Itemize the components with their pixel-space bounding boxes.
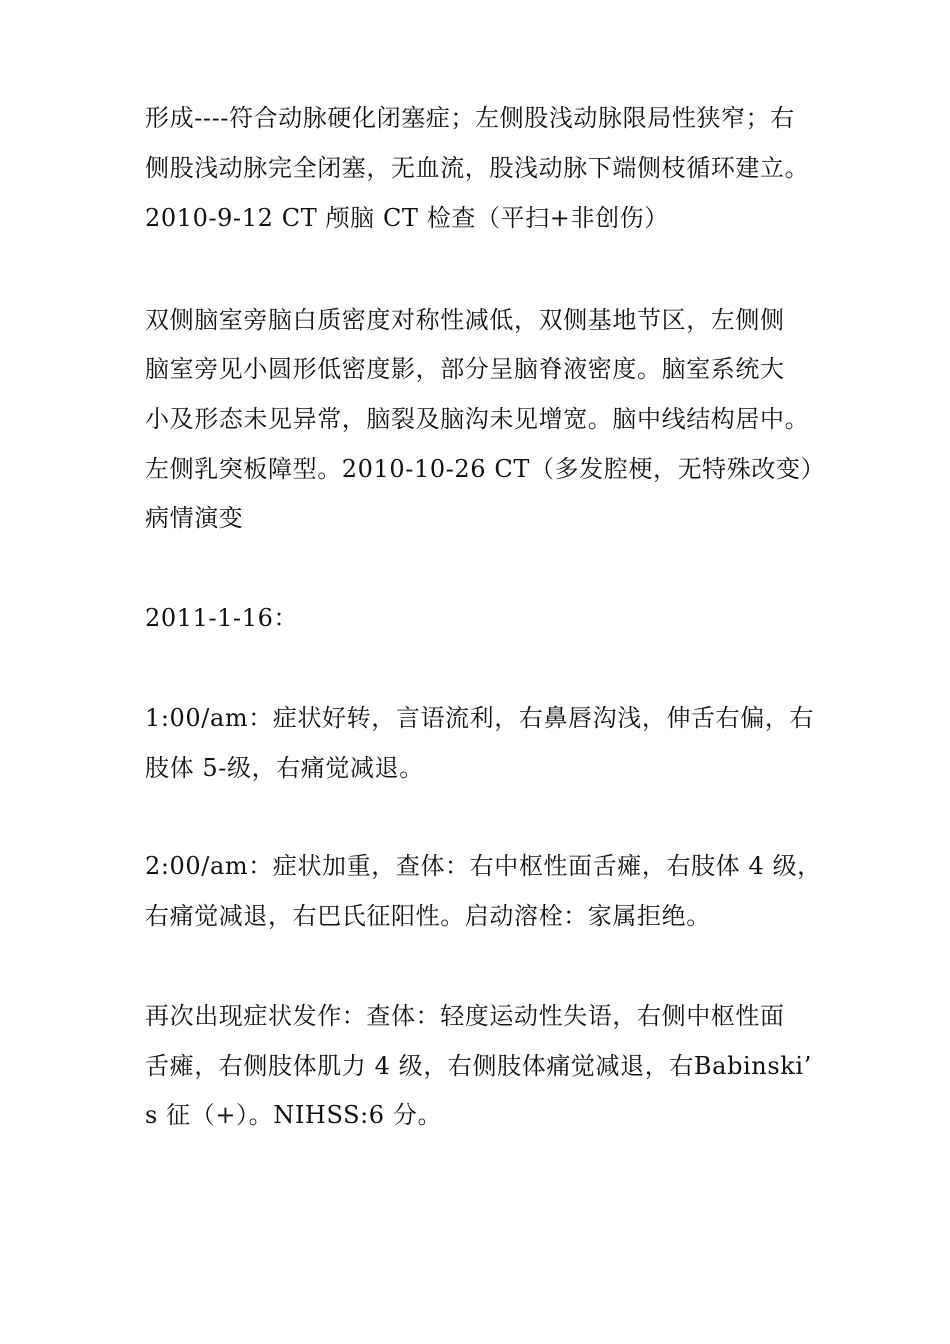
text-line: 2010-9-12 CT 颅脑 CT 检查（平扫+非创伤）: [145, 204, 669, 232]
text-line: 形成----符合动脉硬化闭塞症；左侧股浅动脉限局性狭窄；右: [145, 104, 795, 132]
text-line: 双侧脑室旁脑白质密度对称性减低，双侧基地节区，左侧侧: [145, 306, 785, 334]
text-line: 左侧乳突板障型。2010-10-26 CT（多发腔梗，无特殊改变）: [145, 455, 826, 483]
text-line: 侧股浅动脉完全闭塞，无血流，股浅动脉下端侧枝循环建立。: [145, 154, 810, 182]
text-line: 1:00/am：症状好转，言语流利，右鼻唇沟浅，伸舌右偏，右: [145, 704, 815, 732]
date-heading: 2011-1-16：: [145, 604, 299, 632]
text-line: 肢体 5-级，右痛觉减退。: [145, 754, 424, 782]
text-line: s 征（+）。NIHSS:6 分。: [145, 1101, 443, 1129]
text-line: 右痛觉减退，右巴氏征阳性。启动溶栓：家属拒绝。: [145, 902, 711, 930]
section-heading: 病情演变: [145, 504, 244, 532]
text-line: 小及形态未见异常，脑裂及脑沟未见增宽。脑中线结构居中。: [145, 405, 810, 433]
text-line: 舌瘫，右侧肢体肌力 4 级，右侧肢体痛觉减退，右Babinski’: [145, 1052, 812, 1080]
text-line: 脑室旁见小圆形低密度影，部分呈脑脊液密度。脑室系统大: [145, 355, 785, 383]
text-line: 再次出现症状发作：查体：轻度运动性失语，右侧中枢性面: [145, 1002, 785, 1030]
text-line: 2:00/am：症状加重，查体：右中枢性面舌瘫，右肢体 4 级，: [145, 852, 822, 880]
